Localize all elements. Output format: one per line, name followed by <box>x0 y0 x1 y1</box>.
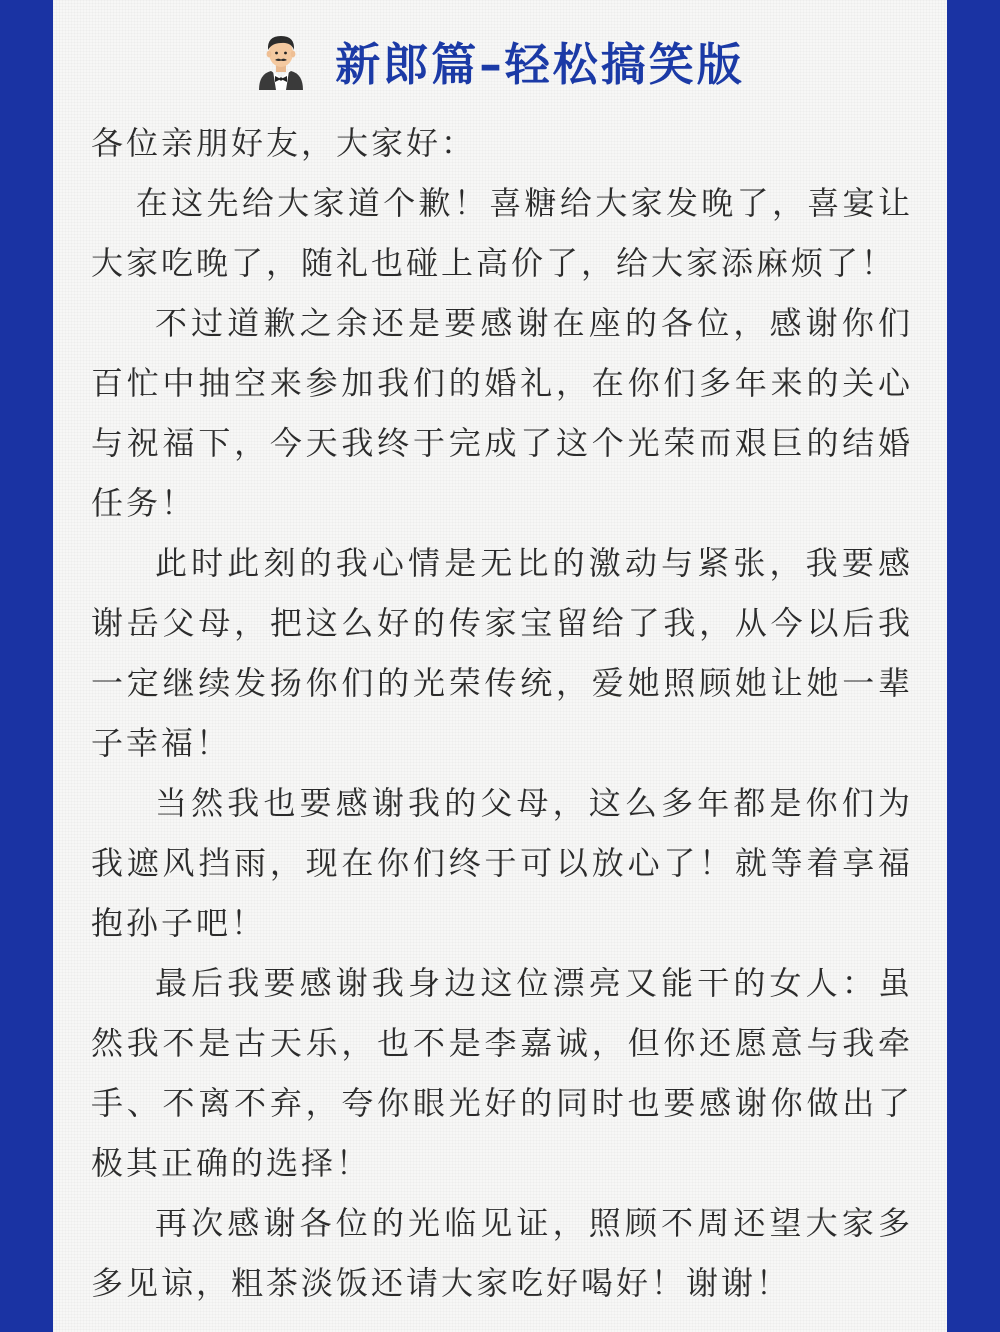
speech-paragraph: 不过道歉之余还是要感谢在座的各位，感谢你们百忙中抽空来参加我们的婚礼，在你们多年来的关心与祝福下，今天我终于完成了这个光荣而艰巨的结婚任务！ <box>91 304 913 522</box>
greeting-paragraph: 各位亲朋好友，大家好： <box>91 124 477 162</box>
speech-paragraph: 在这先给大家道个歉！喜糖给大家发晚了，喜宴让大家吃晚了，随礼也碰上高价了，给大家添麻烦了！ <box>91 184 913 282</box>
header <box>53 28 947 92</box>
page-title: 新郎篇–轻松搞笑版 <box>335 37 745 91</box>
speech-paragraph: 此时此刻的我心情是无比的激动与紧张，我要感谢岳父母，把这么好的传家宝留给了我，从今以后我一定继续发扬你们的光荣传统，爱她照顾她让她一辈子幸福！ <box>91 544 913 762</box>
speech-paragraph: 再次感谢各位的光临见证，照顾不周还望大家多多见谅，粗茶淡饭还请大家吃好喝好！谢谢！ <box>91 1204 913 1302</box>
groom-icon <box>255 30 307 90</box>
speech-paragraph: 当然我也要感谢我的父母，这么多年都是你们为我遮风挡雨，现在你们终于可以放心了！就等着享福抱孙子吧！ <box>91 784 913 942</box>
speech-paragraph: 最后我要感谢我身边这位漂亮又能干的女人：虽然我不是古天乐，也不是李嘉诚，但你还愿意与我牵手、不离不弃，夸你眼光好的同时也要感谢你做出了极其正确的选择！ <box>91 964 913 1182</box>
paper-page <box>53 0 947 1332</box>
speech-body <box>91 113 913 1313</box>
